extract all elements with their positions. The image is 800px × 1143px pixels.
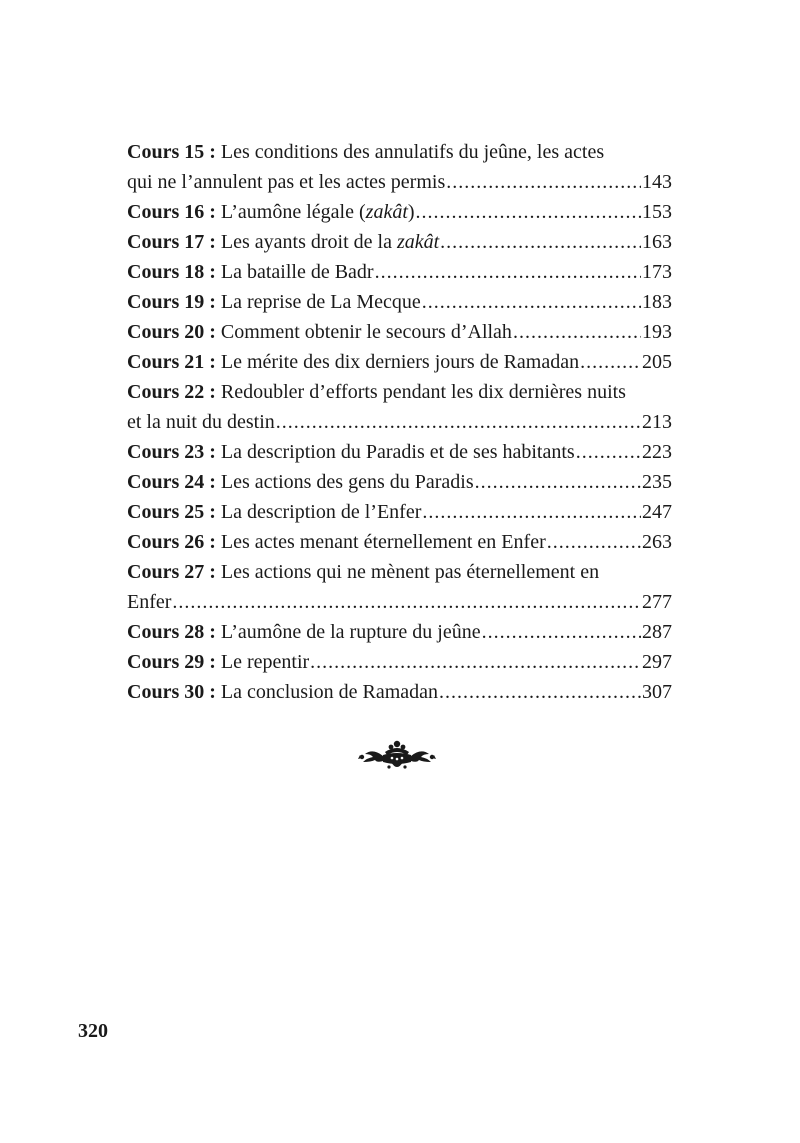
toc-entry-cours-17: [127, 227, 672, 257]
leader-dots: [446, 167, 641, 197]
toc-entry-label: Cours 28 :: [127, 621, 216, 643]
toc-entry-page: 223: [642, 441, 672, 463]
leader-dots: [439, 677, 641, 707]
toc-entry-cours-20: [127, 317, 672, 347]
toc-entry-page: 213: [642, 411, 672, 433]
leader-dots: [375, 257, 641, 287]
toc-entry-label: Cours 30 :: [127, 681, 216, 703]
toc-entry-label: Cours 18 :: [127, 261, 216, 283]
toc-line: [127, 197, 672, 227]
toc-entry-label: Cours 16 :: [127, 201, 216, 223]
toc-entry-title-line: Redoubler d’efforts pendant les dix dernières nuits: [220, 381, 626, 403]
toc-entry-page: 153: [642, 201, 672, 223]
toc-entry-label: Cours 21 :: [127, 351, 216, 373]
toc-entry-title: Les actions des gens du Paradis: [220, 471, 474, 493]
toc-entry-label: Cours 19 :: [127, 291, 216, 313]
toc-entry-cours-24: [127, 467, 672, 497]
toc-line: [127, 347, 672, 377]
toc-entry-cours-27: [127, 557, 672, 617]
toc-entry-page: 247: [642, 501, 672, 523]
fleuron-ornament-icon: [357, 738, 437, 774]
toc-line: [127, 527, 672, 557]
toc-entry-cours-21: [127, 347, 672, 377]
toc-entry-title-line: Les conditions des annulatifs du jeûne, les actes: [220, 141, 605, 163]
leader-dots: [422, 287, 641, 317]
toc-entry-title: Le repentir: [220, 651, 310, 673]
toc-entry-title-italic: zakât: [365, 201, 408, 223]
toc-entry-title: La conclusion de Ramadan: [220, 681, 439, 703]
toc-entry-title-text: Les ayants droit de la: [220, 231, 397, 253]
leader-dots: [172, 587, 641, 617]
toc-entry-page: 277: [642, 591, 672, 613]
table-of-contents: [127, 137, 672, 707]
leader-dots: [310, 647, 641, 677]
toc-line: [127, 227, 672, 257]
toc-entry-label: Cours 22 :: [127, 381, 216, 403]
toc-entry-title-line: qui ne l’annulent pas et les actes permis: [127, 171, 446, 193]
page-number: 320: [78, 1020, 108, 1042]
toc-line: [127, 557, 672, 587]
toc-entry-label: Cours 17 :: [127, 231, 216, 253]
toc-entry-cours-29: [127, 647, 672, 677]
toc-entry-cours-19: [127, 287, 672, 317]
toc-entry-page: 163: [642, 231, 672, 253]
toc-line: [127, 317, 672, 347]
toc-line: [127, 437, 672, 467]
leader-dots: [513, 317, 641, 347]
toc-entry-label: Cours 27 :: [127, 561, 216, 583]
toc-entry-cours-26: [127, 527, 672, 557]
toc-entry-title-italic: zakât: [396, 231, 440, 253]
toc-entry-title: Le mérite des dix derniers jours de Ramadan: [220, 351, 580, 373]
toc-entry-page: 193: [642, 321, 672, 343]
toc-entry-title: La reprise de La Mecque: [220, 291, 421, 313]
toc-entry-label: Cours 24 :: [127, 471, 216, 493]
toc-line: [127, 257, 672, 287]
leader-dots: [580, 347, 641, 377]
toc-line: [127, 377, 672, 407]
toc-entry-label: Cours 29 :: [127, 651, 216, 673]
toc-entry-cours-25: [127, 497, 672, 527]
toc-entry-page: 205: [642, 351, 672, 373]
toc-line: [127, 617, 672, 647]
toc-entry-label: Cours 25 :: [127, 501, 216, 523]
toc-entry-cours-15: [127, 137, 672, 197]
toc-line: [127, 407, 672, 437]
toc-entry-title-text: ): [407, 201, 415, 223]
leader-dots: [482, 617, 641, 647]
toc-entry-page: 297: [642, 651, 672, 673]
toc-entry-page: 183: [642, 291, 672, 313]
toc-entry-title: [221, 227, 439, 257]
toc-entry-title: La description du Paradis et de ses habitants: [220, 441, 575, 463]
toc-entry-cours-22: [127, 377, 672, 437]
toc-entry-title-text: L’aumône légale (: [220, 201, 366, 223]
toc-entry-label: Cours 26 :: [127, 531, 216, 553]
toc-line: [127, 497, 672, 527]
toc-line: [127, 167, 672, 197]
toc-line: [127, 647, 672, 677]
toc-entry-page: 307: [642, 681, 672, 703]
toc-entry-label: Cours 20 :: [127, 321, 216, 343]
toc-entry-label: Cours 15 :: [127, 141, 216, 163]
leader-dots: [576, 437, 641, 467]
toc-entry-page: 235: [642, 471, 672, 493]
toc-entry-cours-30: [127, 677, 672, 707]
leader-dots: [475, 467, 641, 497]
toc-entry-title: Comment obtenir le secours d’Allah: [220, 321, 512, 343]
toc-entry-title: Les actes menant éternellement en Enfer: [220, 531, 546, 553]
toc-entry-title: [221, 197, 415, 227]
toc-entry-cours-28: [127, 617, 672, 647]
leader-dots: [276, 407, 641, 437]
toc-entry-page: 263: [642, 531, 672, 553]
toc-entry-title-line: et la nuit du destin: [127, 411, 275, 433]
toc-entry-cours-16: [127, 197, 672, 227]
toc-entry-label: Cours 23 :: [127, 441, 216, 463]
toc-entry-title: La bataille de Badr: [220, 261, 374, 283]
leader-dots: [440, 227, 641, 257]
toc-entry-cours-23: [127, 437, 672, 467]
toc-entry-cours-18: [127, 257, 672, 287]
toc-entry-title: La description de l’Enfer: [220, 501, 422, 523]
toc-line: [127, 587, 672, 617]
toc-line: [127, 677, 672, 707]
toc-entry-title-line: Enfer: [127, 591, 172, 613]
toc-entry-page: 143: [642, 171, 672, 193]
toc-entry-title-line: Les actions qui ne mènent pas éternellement en: [220, 561, 600, 583]
toc-entry-page: 287: [642, 621, 672, 643]
toc-line: [127, 137, 672, 167]
toc-line: [127, 467, 672, 497]
toc-entry-title: L’aumône de la rupture du jeûne: [220, 621, 481, 643]
toc-entry-page: 173: [642, 261, 672, 283]
leader-dots: [547, 527, 641, 557]
leader-dots: [416, 197, 641, 227]
toc-line: [127, 287, 672, 317]
leader-dots: [422, 497, 641, 527]
